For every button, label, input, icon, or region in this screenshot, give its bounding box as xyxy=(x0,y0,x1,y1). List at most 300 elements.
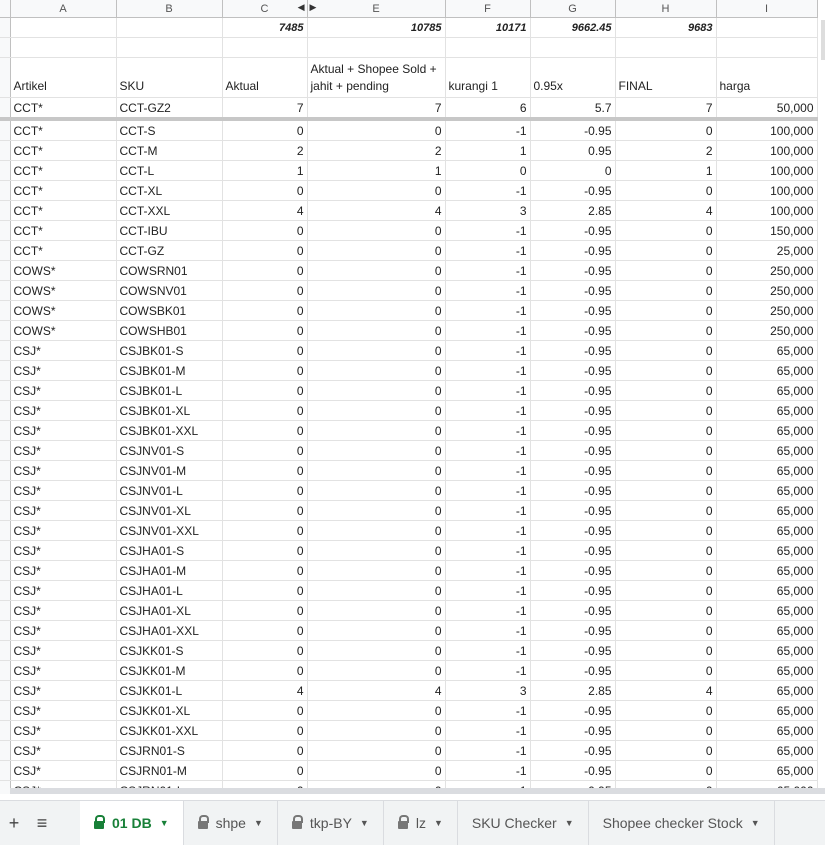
cell-artikel[interactable]: CCT* xyxy=(10,98,116,120)
cell-aktual[interactable]: 0 xyxy=(222,481,307,501)
cell-artikel[interactable]: CSJ* xyxy=(10,701,116,721)
cell-final[interactable]: 0 xyxy=(615,541,716,561)
cell-harga[interactable]: 65,000 xyxy=(716,541,817,561)
cell-final[interactable]: 0 xyxy=(615,361,716,381)
cell-final[interactable]: 1 xyxy=(615,161,716,181)
row-header[interactable] xyxy=(0,541,10,561)
header-harga[interactable]: harga xyxy=(716,58,817,98)
cell-kurangi[interactable]: -1 xyxy=(445,181,530,201)
cell-sku[interactable]: CSJKK01-L xyxy=(116,681,222,701)
cell-kurangi[interactable]: -1 xyxy=(445,601,530,621)
cell-095x[interactable]: -0.95 xyxy=(530,621,615,641)
cell-095x[interactable]: -0.95 xyxy=(530,119,615,141)
cell[interactable] xyxy=(116,38,222,58)
cell-final[interactable]: 7 xyxy=(615,98,716,120)
cell-aktual-sold[interactable]: 0 xyxy=(307,621,445,641)
cell-aktual[interactable]: 0 xyxy=(222,461,307,481)
cell-095x[interactable]: 0.95 xyxy=(530,141,615,161)
vertical-scrollbar[interactable] xyxy=(821,20,825,60)
cell-sku[interactable]: CCT-M xyxy=(116,141,222,161)
cell-artikel[interactable]: CSJ* xyxy=(10,441,116,461)
cell-kurangi[interactable]: -1 xyxy=(445,241,530,261)
cell-kurangi[interactable]: -1 xyxy=(445,441,530,461)
cell-aktual[interactable]: 0 xyxy=(222,581,307,601)
cell-095x[interactable]: -0.95 xyxy=(530,341,615,361)
cell-final[interactable]: 0 xyxy=(615,461,716,481)
cell[interactable] xyxy=(307,38,445,58)
cell-harga[interactable]: 65,000 xyxy=(716,421,817,441)
cell-final[interactable]: 0 xyxy=(615,741,716,761)
cell-harga[interactable]: 100,000 xyxy=(716,141,817,161)
sheet-tab[interactable] xyxy=(589,801,775,845)
row-header[interactable] xyxy=(0,361,10,381)
cell-aktual[interactable]: 0 xyxy=(222,661,307,681)
row-header[interactable] xyxy=(0,701,10,721)
cell-harga[interactable]: 100,000 xyxy=(716,161,817,181)
cell-kurangi[interactable]: -1 xyxy=(445,381,530,401)
cell-artikel[interactable]: CSJ* xyxy=(10,581,116,601)
cell-artikel[interactable]: CSJ* xyxy=(10,361,116,381)
cell-kurangi[interactable]: -1 xyxy=(445,221,530,241)
cell-harga[interactable]: 100,000 xyxy=(716,201,817,221)
cell-sku[interactable]: CSJBK01-XXL xyxy=(116,421,222,441)
cell-harga[interactable]: 65,000 xyxy=(716,641,817,661)
cell-aktual-sold[interactable]: 0 xyxy=(307,281,445,301)
cell-aktual-sold[interactable]: 1 xyxy=(307,161,445,181)
caret-down-icon[interactable]: ▼ xyxy=(253,818,263,828)
cell-kurangi[interactable]: -1 xyxy=(445,461,530,481)
cell-kurangi[interactable]: -1 xyxy=(445,261,530,281)
cell-final[interactable]: 0 xyxy=(615,119,716,141)
cell-final[interactable]: 0 xyxy=(615,481,716,501)
cell-kurangi[interactable]: -1 xyxy=(445,281,530,301)
cell-aktual-sold[interactable]: 0 xyxy=(307,421,445,441)
cell-kurangi[interactable]: 1 xyxy=(445,141,530,161)
cell-sku[interactable]: COWSRN01 xyxy=(116,261,222,281)
cell-aktual-sold[interactable]: 0 xyxy=(307,361,445,381)
cell-harga[interactable]: 65,000 xyxy=(716,561,817,581)
cell-artikel[interactable]: CSJ* xyxy=(10,541,116,561)
cell-final[interactable]: 4 xyxy=(615,681,716,701)
cell-sku[interactable]: COWSBK01 xyxy=(116,301,222,321)
cell-harga[interactable]: 250,000 xyxy=(716,281,817,301)
cell-harga[interactable]: 250,000 xyxy=(716,301,817,321)
cell-aktual[interactable]: 0 xyxy=(222,341,307,361)
cell-artikel[interactable]: CCT* xyxy=(10,141,116,161)
total-095x[interactable]: 9662.45 xyxy=(530,18,615,38)
cell-artikel[interactable]: CSJ* xyxy=(10,621,116,641)
cell-harga[interactable]: 25,000 xyxy=(716,241,817,261)
row-header[interactable] xyxy=(0,681,10,701)
column-header-i[interactable]: I xyxy=(716,0,817,18)
total-aktual-sold[interactable]: 10785 xyxy=(307,18,445,38)
cell-final[interactable]: 0 xyxy=(615,701,716,721)
cell-harga[interactable]: 65,000 xyxy=(716,601,817,621)
row-header[interactable] xyxy=(0,621,10,641)
cell-kurangi[interactable]: -1 xyxy=(445,761,530,781)
cell-aktual[interactable]: 0 xyxy=(222,119,307,141)
row-header[interactable] xyxy=(0,281,10,301)
cell[interactable] xyxy=(445,38,530,58)
cell-aktual-sold[interactable]: 0 xyxy=(307,261,445,281)
cell-aktual-sold[interactable]: 0 xyxy=(307,481,445,501)
cell-095x[interactable]: -0.95 xyxy=(530,741,615,761)
cell-aktual[interactable]: 0 xyxy=(222,721,307,741)
cell-final[interactable]: 0 xyxy=(615,621,716,641)
row-header[interactable] xyxy=(0,641,10,661)
cell-095x[interactable]: -0.95 xyxy=(530,261,615,281)
header-sku[interactable]: SKU xyxy=(116,58,222,98)
row-header[interactable] xyxy=(0,201,10,221)
cell-sku[interactable]: CCT-S xyxy=(116,119,222,141)
cell-095x[interactable]: -0.95 xyxy=(530,241,615,261)
cell-aktual-sold[interactable]: 0 xyxy=(307,701,445,721)
cell-095x[interactable]: -0.95 xyxy=(530,661,615,681)
cell-sku[interactable]: CCT-GZ2 xyxy=(116,98,222,120)
cell-final[interactable]: 0 xyxy=(615,181,716,201)
cell-harga[interactable]: 250,000 xyxy=(716,261,817,281)
cell-kurangi[interactable]: -1 xyxy=(445,721,530,741)
row-header[interactable] xyxy=(0,341,10,361)
cell[interactable] xyxy=(10,38,116,58)
row-header[interactable] xyxy=(0,721,10,741)
cell-harga[interactable]: 50,000 xyxy=(716,98,817,120)
cell-kurangi[interactable]: 3 xyxy=(445,681,530,701)
row-header[interactable] xyxy=(0,741,10,761)
column-header-c[interactable] xyxy=(222,0,307,18)
cell-aktual-sold[interactable]: 0 xyxy=(307,181,445,201)
cell-harga[interactable]: 65,000 xyxy=(716,481,817,501)
column-header-h[interactable]: H xyxy=(615,0,716,18)
cell-sku[interactable]: CSJHA01-S xyxy=(116,541,222,561)
cell-artikel[interactable]: CSJ* xyxy=(10,341,116,361)
cell-artikel[interactable]: CSJ* xyxy=(10,521,116,541)
cell-harga[interactable]: 100,000 xyxy=(716,119,817,141)
cell-aktual[interactable]: 1 xyxy=(222,161,307,181)
cell-harga[interactable]: 100,000 xyxy=(716,181,817,201)
hidden-columns-right-arrow-icon[interactable]: ▶ xyxy=(309,2,317,12)
cell-harga[interactable]: 150,000 xyxy=(716,221,817,241)
cell-artikel[interactable]: CSJ* xyxy=(10,641,116,661)
row-header[interactable] xyxy=(0,601,10,621)
row-header[interactable] xyxy=(0,561,10,581)
cell-kurangi[interactable]: -1 xyxy=(445,321,530,341)
row-header[interactable] xyxy=(0,221,10,241)
cell-aktual-sold[interactable]: 4 xyxy=(307,681,445,701)
row-header[interactable] xyxy=(0,119,10,141)
cell-harga[interactable]: 65,000 xyxy=(716,721,817,741)
row-header[interactable] xyxy=(0,141,10,161)
add-sheet-button[interactable] xyxy=(0,801,28,845)
cell-aktual[interactable]: 0 xyxy=(222,221,307,241)
cell-harga[interactable]: 65,000 xyxy=(716,621,817,641)
row-header[interactable] xyxy=(0,501,10,521)
cell-aktual-sold[interactable]: 0 xyxy=(307,741,445,761)
row-header[interactable] xyxy=(0,301,10,321)
cell-final[interactable]: 2 xyxy=(615,141,716,161)
row-header[interactable] xyxy=(0,261,10,281)
cell-sku[interactable]: CSJKK01-XL xyxy=(116,701,222,721)
cell-artikel[interactable]: CCT* xyxy=(10,161,116,181)
header-aktual[interactable]: Aktual xyxy=(222,58,307,98)
cell-aktual-sold[interactable]: 0 xyxy=(307,501,445,521)
cell-kurangi[interactable]: -1 xyxy=(445,641,530,661)
cell-095x[interactable]: -0.95 xyxy=(530,641,615,661)
cell[interactable] xyxy=(716,38,817,58)
cell-095x[interactable]: 2.85 xyxy=(530,681,615,701)
cell-aktual-sold[interactable]: 0 xyxy=(307,241,445,261)
header-final[interactable]: FINAL xyxy=(615,58,716,98)
column-header-e[interactable] xyxy=(307,0,445,18)
cell-kurangi[interactable]: -1 xyxy=(445,301,530,321)
row-header[interactable] xyxy=(0,761,10,781)
cell-aktual[interactable]: 0 xyxy=(222,701,307,721)
caret-down-icon[interactable]: ▼ xyxy=(750,818,760,828)
cell-kurangi[interactable]: -1 xyxy=(445,341,530,361)
cell-aktual[interactable]: 0 xyxy=(222,501,307,521)
cell-artikel[interactable]: COWS* xyxy=(10,261,116,281)
total-kurangi[interactable]: 10171 xyxy=(445,18,530,38)
caret-down-icon[interactable]: ▼ xyxy=(433,818,443,828)
cell-kurangi[interactable]: -1 xyxy=(445,401,530,421)
cell-kurangi[interactable]: -1 xyxy=(445,621,530,641)
sheet-tab[interactable] xyxy=(80,801,184,845)
cell-harga[interactable]: 65,000 xyxy=(716,501,817,521)
cell-final[interactable]: 0 xyxy=(615,341,716,361)
header-artikel[interactable]: Artikel xyxy=(10,58,116,98)
cell-aktual[interactable]: 0 xyxy=(222,741,307,761)
cell-harga[interactable]: 250,000 xyxy=(716,321,817,341)
cell-sku[interactable]: CSJRN01-S xyxy=(116,741,222,761)
cell-aktual[interactable]: 0 xyxy=(222,621,307,641)
cell-harga[interactable]: 65,000 xyxy=(716,741,817,761)
cell-aktual-sold[interactable]: 4 xyxy=(307,201,445,221)
cell-artikel[interactable]: CCT* xyxy=(10,181,116,201)
cell-aktual[interactable]: 0 xyxy=(222,421,307,441)
cell-aktual[interactable]: 0 xyxy=(222,761,307,781)
horizontal-scrollbar-thumb[interactable] xyxy=(10,788,825,794)
cell-harga[interactable]: 65,000 xyxy=(716,361,817,381)
cell-sku[interactable]: CCT-L xyxy=(116,161,222,181)
cell-095x[interactable]: -0.95 xyxy=(530,461,615,481)
cell-aktual-sold[interactable]: 0 xyxy=(307,641,445,661)
cell-aktual[interactable]: 2 xyxy=(222,141,307,161)
sheet-tab[interactable] xyxy=(278,801,384,845)
cell-harga[interactable]: 65,000 xyxy=(716,441,817,461)
cell[interactable] xyxy=(222,38,307,58)
cell-aktual-sold[interactable]: 0 xyxy=(307,541,445,561)
cell-aktual-sold[interactable]: 0 xyxy=(307,601,445,621)
cell-sku[interactable]: COWSNV01 xyxy=(116,281,222,301)
cell-kurangi[interactable]: -1 xyxy=(445,701,530,721)
horizontal-scrollbar[interactable] xyxy=(10,788,825,794)
cell-sku[interactable]: CSJBK01-XL xyxy=(116,401,222,421)
cell-final[interactable]: 0 xyxy=(615,321,716,341)
cell-final[interactable]: 0 xyxy=(615,641,716,661)
cell-sku[interactable]: CSJKK01-M xyxy=(116,661,222,681)
cell-aktual-sold[interactable]: 0 xyxy=(307,721,445,741)
cell-sku[interactable]: CSJNV01-XXL xyxy=(116,521,222,541)
cell-095x[interactable]: -0.95 xyxy=(530,361,615,381)
cell-final[interactable]: 0 xyxy=(615,661,716,681)
caret-down-icon[interactable]: ▼ xyxy=(159,818,169,828)
cell-aktual-sold[interactable]: 7 xyxy=(307,98,445,120)
row-header[interactable] xyxy=(0,461,10,481)
cell-aktual-sold[interactable]: 0 xyxy=(307,341,445,361)
cell-aktual-sold[interactable]: 0 xyxy=(307,661,445,681)
cell-harga[interactable]: 65,000 xyxy=(716,761,817,781)
row-header[interactable] xyxy=(0,18,10,38)
cell-aktual[interactable]: 0 xyxy=(222,441,307,461)
cell-aktual-sold[interactable]: 0 xyxy=(307,221,445,241)
row-header[interactable] xyxy=(0,321,10,341)
cell-sku[interactable]: COWSHB01 xyxy=(116,321,222,341)
cell-aktual[interactable]: 0 xyxy=(222,181,307,201)
cell-sku[interactable]: CSJHA01-L xyxy=(116,581,222,601)
cell-095x[interactable]: -0.95 xyxy=(530,181,615,201)
cell-aktual[interactable]: 0 xyxy=(222,281,307,301)
cell-aktual[interactable]: 0 xyxy=(222,361,307,381)
cell-artikel[interactable]: CSJ* xyxy=(10,481,116,501)
cell-kurangi[interactable]: -1 xyxy=(445,501,530,521)
cell-final[interactable]: 0 xyxy=(615,301,716,321)
row-header[interactable] xyxy=(0,481,10,501)
cell-aktual-sold[interactable]: 0 xyxy=(307,321,445,341)
cell-sku[interactable]: CSJNV01-M xyxy=(116,461,222,481)
cell-aktual-sold[interactable]: 0 xyxy=(307,761,445,781)
cell[interactable] xyxy=(116,18,222,38)
cell-095x[interactable]: -0.95 xyxy=(530,301,615,321)
cell-final[interactable]: 0 xyxy=(615,601,716,621)
cell-aktual-sold[interactable]: 0 xyxy=(307,381,445,401)
cell-final[interactable]: 0 xyxy=(615,281,716,301)
hidden-columns-left-arrow-icon[interactable]: ◀ xyxy=(297,2,305,12)
cell-sku[interactable]: CSJNV01-S xyxy=(116,441,222,461)
cell-aktual[interactable]: 0 xyxy=(222,261,307,281)
cell-095x[interactable]: -0.95 xyxy=(530,321,615,341)
cell-final[interactable]: 0 xyxy=(615,561,716,581)
cell-final[interactable]: 0 xyxy=(615,381,716,401)
cell-095x[interactable]: -0.95 xyxy=(530,521,615,541)
cell-095x[interactable]: -0.95 xyxy=(530,541,615,561)
cell-095x[interactable]: 2.85 xyxy=(530,201,615,221)
sheet-tab[interactable] xyxy=(184,801,278,845)
cell-sku[interactable]: CSJHA01-XXL xyxy=(116,621,222,641)
header-095x[interactable]: 0.95x xyxy=(530,58,615,98)
cell-kurangi[interactable]: -1 xyxy=(445,541,530,561)
cell-harga[interactable]: 65,000 xyxy=(716,381,817,401)
cell-artikel[interactable]: CSJ* xyxy=(10,561,116,581)
row-header[interactable] xyxy=(0,381,10,401)
cell-095x[interactable]: 0 xyxy=(530,161,615,181)
cell-final[interactable]: 0 xyxy=(615,521,716,541)
caret-down-icon[interactable]: ▼ xyxy=(564,818,574,828)
total-aktual[interactable]: 7485 xyxy=(222,18,307,38)
row-header[interactable] xyxy=(0,661,10,681)
cell-sku[interactable]: CSJNV01-L xyxy=(116,481,222,501)
cell-artikel[interactable]: CSJ* xyxy=(10,681,116,701)
cell[interactable] xyxy=(530,38,615,58)
cell-aktual-sold[interactable]: 0 xyxy=(307,521,445,541)
cell-harga[interactable]: 65,000 xyxy=(716,661,817,681)
cell-artikel[interactable]: CSJ* xyxy=(10,501,116,521)
cell-sku[interactable]: CSJBK01-M xyxy=(116,361,222,381)
cell-final[interactable]: 0 xyxy=(615,241,716,261)
cell-aktual-sold[interactable]: 0 xyxy=(307,561,445,581)
cell-sku[interactable]: CSJNV01-XL xyxy=(116,501,222,521)
cell-095x[interactable]: -0.95 xyxy=(530,281,615,301)
cell-095x[interactable]: -0.95 xyxy=(530,561,615,581)
cell-harga[interactable]: 65,000 xyxy=(716,581,817,601)
cell-aktual[interactable]: 4 xyxy=(222,681,307,701)
cell-095x[interactable]: -0.95 xyxy=(530,721,615,741)
cell-095x[interactable]: -0.95 xyxy=(530,381,615,401)
cell-aktual-sold[interactable]: 0 xyxy=(307,401,445,421)
cell-095x[interactable]: -0.95 xyxy=(530,701,615,721)
cell-artikel[interactable]: CCT* xyxy=(10,119,116,141)
row-header[interactable] xyxy=(0,521,10,541)
cell-artikel[interactable]: COWS* xyxy=(10,301,116,321)
cell-final[interactable]: 0 xyxy=(615,221,716,241)
cell[interactable] xyxy=(10,18,116,38)
cell-harga[interactable]: 65,000 xyxy=(716,401,817,421)
cell-kurangi[interactable]: -1 xyxy=(445,741,530,761)
cell-harga[interactable]: 65,000 xyxy=(716,461,817,481)
cell-harga[interactable]: 65,000 xyxy=(716,521,817,541)
cell-sku[interactable]: CSJBK01-L xyxy=(116,381,222,401)
cell-095x[interactable]: -0.95 xyxy=(530,501,615,521)
row-header[interactable] xyxy=(0,38,10,58)
cell-final[interactable]: 0 xyxy=(615,401,716,421)
header-kurangi-1[interactable]: kurangi 1 xyxy=(445,58,530,98)
column-header-a[interactable]: A xyxy=(10,0,116,18)
sheet-tab[interactable] xyxy=(384,801,458,845)
column-header-g[interactable]: G xyxy=(530,0,615,18)
cell-aktual[interactable]: 4 xyxy=(222,201,307,221)
cell-sku[interactable]: CCT-IBU xyxy=(116,221,222,241)
cell-kurangi[interactable]: -1 xyxy=(445,561,530,581)
cell-aktual[interactable]: 0 xyxy=(222,601,307,621)
cell-aktual[interactable]: 0 xyxy=(222,521,307,541)
cell-harga[interactable]: 65,000 xyxy=(716,701,817,721)
cell-sku[interactable]: CCT-GZ xyxy=(116,241,222,261)
column-header-b[interactable]: B xyxy=(116,0,222,18)
cell-harga[interactable]: 65,000 xyxy=(716,681,817,701)
cell-kurangi[interactable]: 0 xyxy=(445,161,530,181)
cell-sku[interactable]: CSJKK01-XXL xyxy=(116,721,222,741)
cell-sku[interactable]: CSJBK01-S xyxy=(116,341,222,361)
cell-artikel[interactable]: CSJ* xyxy=(10,741,116,761)
cell-aktual-sold[interactable]: 0 xyxy=(307,461,445,481)
row-header[interactable] xyxy=(0,161,10,181)
cell-artikel[interactable]: CCT* xyxy=(10,201,116,221)
cell-aktual-sold[interactable]: 0 xyxy=(307,581,445,601)
cell-artikel[interactable]: CSJ* xyxy=(10,461,116,481)
cell-kurangi[interactable]: -1 xyxy=(445,361,530,381)
row-header[interactable] xyxy=(0,441,10,461)
cell-sku[interactable]: CCT-XL xyxy=(116,181,222,201)
cell-aktual-sold[interactable]: 2 xyxy=(307,141,445,161)
cell-aktual[interactable]: 0 xyxy=(222,381,307,401)
cell-artikel[interactable]: CSJ* xyxy=(10,721,116,741)
cell-095x[interactable]: -0.95 xyxy=(530,441,615,461)
cell-095x[interactable]: 5.7 xyxy=(530,98,615,120)
cell-harga[interactable]: 65,000 xyxy=(716,341,817,361)
cell-sku[interactable]: CSJHA01-M xyxy=(116,561,222,581)
cell-kurangi[interactable]: -1 xyxy=(445,581,530,601)
total-final[interactable]: 9683 xyxy=(615,18,716,38)
cell-095x[interactable]: -0.95 xyxy=(530,581,615,601)
